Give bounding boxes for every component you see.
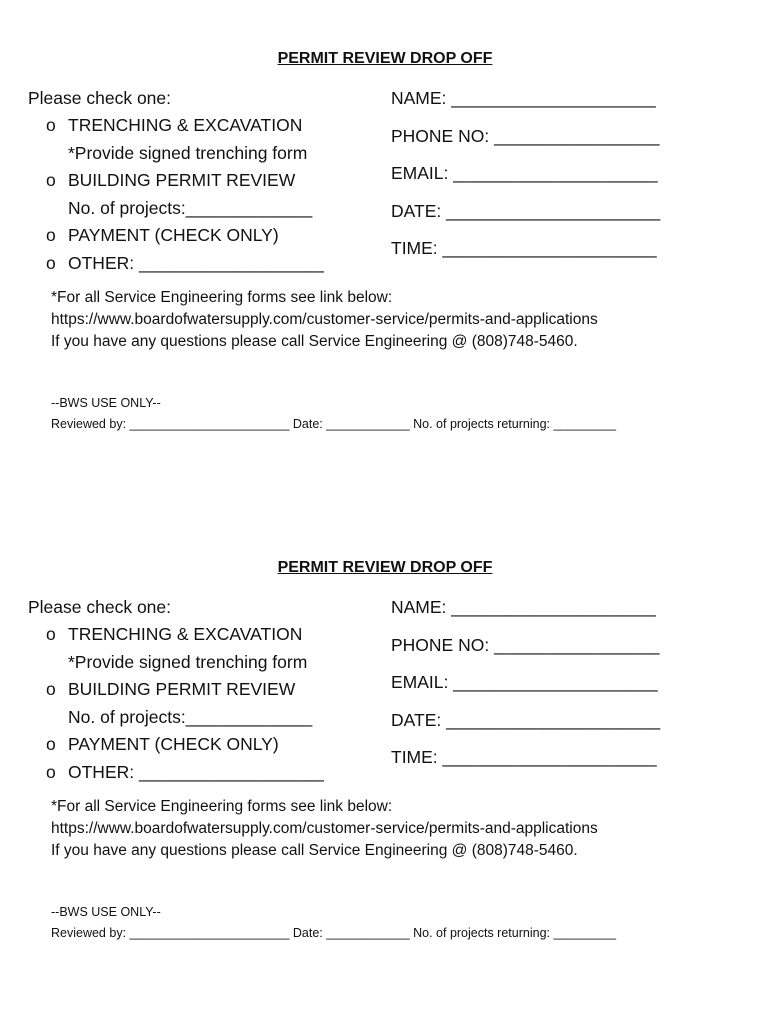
check-options-column (28, 595, 368, 787)
option-label: PAYMENT (CHECK ONLY) (68, 734, 279, 754)
note-line: If you have any questions please call Service Engineering @ (808)748-5460. (51, 842, 578, 859)
check-prompt: Please check one: (28, 88, 172, 108)
contact-fields-column (391, 86, 751, 274)
form-title: PERMIT REVIEW DROP OFF (277, 559, 493, 576)
option-payment[interactable] (28, 732, 368, 760)
bws-use-only-section (51, 393, 751, 434)
number-of-projects-field[interactable]: No. of projects:_____________ (68, 197, 313, 218)
email-field[interactable]: EMAIL: _____________________ (391, 163, 658, 184)
bws-review-line[interactable]: Reviewed by: _______________________ Date: ____________ No. of projects returning: _________ (51, 925, 617, 940)
contact-fields-column (391, 595, 751, 783)
check-options-column (28, 86, 368, 278)
option-label: TRENCHING & EXCAVATION (68, 624, 303, 644)
checkbox-bullet[interactable]: o (46, 624, 56, 644)
name-field[interactable]: NAME: _____________________ (391, 88, 656, 108)
checkbox-bullet[interactable]: o (46, 734, 56, 754)
permit-drop-off-form (0, 0, 770, 480)
checkbox-bullet[interactable]: o (46, 115, 56, 135)
option-label: BUILDING PERMIT REVIEW (68, 170, 296, 190)
checkbox-bullet[interactable]: o (46, 761, 56, 782)
info-note (51, 287, 751, 353)
info-note (51, 796, 751, 862)
note-line: *For all Service Engineering forms see link below: (51, 798, 393, 815)
check-prompt: Please check one: (28, 597, 172, 617)
phone-field[interactable]: PHONE NO: _________________ (391, 634, 660, 655)
option-payment[interactable] (28, 223, 368, 251)
name-field[interactable]: NAME: _____________________ (391, 597, 656, 617)
note-line: If you have any questions please call Service Engineering @ (808)748-5460. (51, 333, 578, 350)
checkbox-bullet[interactable]: o (46, 225, 56, 245)
option-label: BUILDING PERMIT REVIEW (68, 679, 296, 699)
bws-use-only-section (51, 902, 751, 943)
checkbox-bullet[interactable]: o (46, 679, 56, 699)
option-other[interactable] (28, 251, 368, 279)
bws-header: --BWS USE ONLY-- (51, 396, 161, 410)
option-note-trenching-form: *Provide signed trenching form (68, 651, 308, 672)
time-field[interactable]: TIME: ______________________ (391, 238, 657, 259)
option-building-permit-review[interactable] (28, 677, 368, 705)
form-title: PERMIT REVIEW DROP OFF (277, 50, 493, 67)
permit-drop-off-form (0, 509, 770, 989)
forms-link[interactable]: https://www.boardofwatersupply.com/customer-service/permits-and-applications (51, 820, 598, 837)
option-label: PAYMENT (CHECK ONLY) (68, 225, 279, 245)
option-note-trenching-form: *Provide signed trenching form (68, 142, 308, 163)
bws-review-line[interactable]: Reviewed by: _______________________ Date: ____________ No. of projects returning: _________ (51, 416, 617, 431)
date-field[interactable]: DATE: ______________________ (391, 200, 661, 221)
checkbox-bullet[interactable]: o (46, 252, 56, 273)
option-label: TRENCHING & EXCAVATION (68, 115, 303, 135)
option-building-permit-review[interactable] (28, 168, 368, 196)
phone-field[interactable]: PHONE NO: _________________ (391, 125, 660, 146)
option-trenching-excavation[interactable] (28, 622, 368, 650)
checkbox-bullet[interactable]: o (46, 170, 56, 190)
date-field[interactable]: DATE: ______________________ (391, 709, 661, 730)
email-field[interactable]: EMAIL: _____________________ (391, 672, 658, 693)
option-label: OTHER: ___________________ (68, 761, 324, 782)
bws-header: --BWS USE ONLY-- (51, 905, 161, 919)
time-field[interactable]: TIME: ______________________ (391, 747, 657, 768)
forms-link[interactable]: https://www.boardofwatersupply.com/customer-service/permits-and-applications (51, 311, 598, 328)
option-trenching-excavation[interactable] (28, 113, 368, 141)
number-of-projects-field[interactable]: No. of projects:_____________ (68, 706, 313, 727)
option-label: OTHER: ___________________ (68, 252, 324, 273)
option-other[interactable] (28, 760, 368, 788)
note-line: *For all Service Engineering forms see link below: (51, 289, 393, 306)
